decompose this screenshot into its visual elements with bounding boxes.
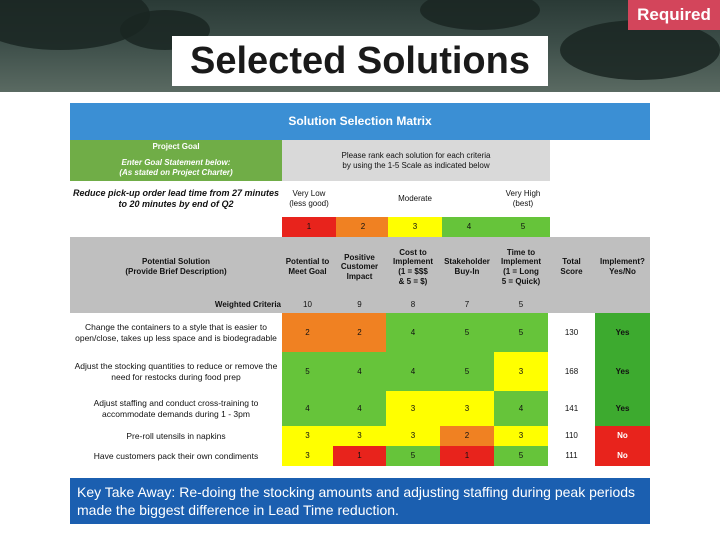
- header-c2: Positive Customer Impact: [333, 237, 386, 297]
- total-score: 168: [548, 352, 595, 391]
- scale-number-2: 2: [336, 217, 390, 237]
- score-cell: 4: [333, 352, 386, 391]
- score-cell: 3: [333, 426, 386, 446]
- score-cell: 2: [282, 313, 333, 352]
- solution-row-1: Change the containers to a style that is easier to open/close, takes up less space and is biodegradable: [70, 313, 282, 352]
- score-cell: 3: [440, 391, 494, 426]
- page-title: Selected Solutions: [172, 36, 548, 86]
- implement-decision: Yes: [595, 313, 650, 352]
- scale-label-mid: Moderate: [362, 181, 468, 217]
- implement-decision: No: [595, 426, 650, 446]
- solution-row-4: Pre-roll utensils in napkins: [70, 426, 282, 446]
- weight-5: 5: [494, 297, 548, 313]
- score-cell: 4: [494, 391, 548, 426]
- header-c4: Stakeholder Buy-In: [440, 237, 494, 297]
- solution-row-5: Have customers pack their own condiments: [70, 446, 282, 466]
- scale-number-3: 3: [388, 217, 442, 237]
- palm-shadow: [420, 0, 540, 30]
- header-implement: Implement? Yes/No: [595, 237, 650, 297]
- weight-3: 8: [386, 297, 440, 313]
- weighted-criteria-label: Weighted Criteria: [70, 297, 282, 313]
- score-cell: 5: [440, 313, 494, 352]
- weight-filler: [548, 297, 650, 313]
- goal-instruction: Enter Goal Statement below: (As stated on Project Charter): [70, 154, 282, 181]
- header-potential-solution: Potential Solution (Provide Brief Description): [70, 237, 282, 297]
- score-cell: 5: [494, 446, 548, 466]
- scale-label-high: Very High (best): [496, 181, 550, 217]
- implement-decision: Yes: [595, 352, 650, 391]
- score-cell: 5: [494, 313, 548, 352]
- header-c1: Potential to Meet Goal: [282, 237, 333, 297]
- solution-selection-matrix: [70, 103, 650, 467]
- score-cell: 1: [333, 446, 386, 466]
- score-cell: 4: [282, 391, 333, 426]
- goal-statement: Reduce pick-up order lead time from 27 minutes to 20 minutes by end of Q2: [70, 181, 282, 217]
- score-cell: 4: [386, 352, 440, 391]
- header-c5: Time to Implement (1 = Long 5 = Quick): [494, 237, 548, 297]
- total-score: 141: [548, 391, 595, 426]
- total-score: 111: [548, 446, 595, 466]
- score-cell: 5: [282, 352, 333, 391]
- header-total: Total Score: [548, 237, 595, 297]
- score-cell: 3: [386, 426, 440, 446]
- weight-4: 7: [440, 297, 494, 313]
- score-cell: 2: [440, 426, 494, 446]
- scale-number-1: 1: [282, 217, 336, 237]
- weight-2: 9: [333, 297, 386, 313]
- weight-1: 10: [282, 297, 333, 313]
- matrix-title: Solution Selection Matrix: [70, 103, 650, 140]
- score-cell: 5: [440, 352, 494, 391]
- score-cell: 1: [440, 446, 494, 466]
- scale-number-4: 4: [442, 217, 496, 237]
- implement-decision: No: [595, 446, 650, 466]
- score-cell: 3: [282, 426, 333, 446]
- score-cell: 4: [333, 391, 386, 426]
- score-cell: 3: [282, 446, 333, 466]
- score-cell: 3: [494, 352, 548, 391]
- scale-number-5: 5: [496, 217, 550, 237]
- implement-decision: Yes: [595, 391, 650, 426]
- solution-row-2: Adjust the stocking quantities to reduce or remove the need for restocks during food prep: [70, 352, 282, 391]
- project-goal-header: Project Goal: [70, 140, 282, 154]
- solution-row-3: Adjust staffing and conduct cross-training to accommodate demands during 1 - 3pm: [70, 391, 282, 426]
- header-c3: Cost to Implement (1 = $$$ & 5 = $): [386, 237, 440, 297]
- score-cell: 2: [333, 313, 386, 352]
- total-score: 130: [548, 313, 595, 352]
- score-cell: 3: [386, 391, 440, 426]
- total-score: 110: [548, 426, 595, 446]
- score-cell: 3: [494, 426, 548, 446]
- scale-label-low: Very Low (less good): [282, 181, 336, 217]
- score-cell: 4: [386, 313, 440, 352]
- score-cell: 5: [386, 446, 440, 466]
- rank-instruction: Please rank each solution for each criteria by using the 1-5 Scale as indicated below: [282, 140, 550, 181]
- key-takeaway: Key Take Away: Re-doing the stocking amounts and adjusting staffing during peak periods made the biggest difference in Lead Time reduction.: [70, 478, 650, 524]
- required-badge: Required: [628, 0, 720, 30]
